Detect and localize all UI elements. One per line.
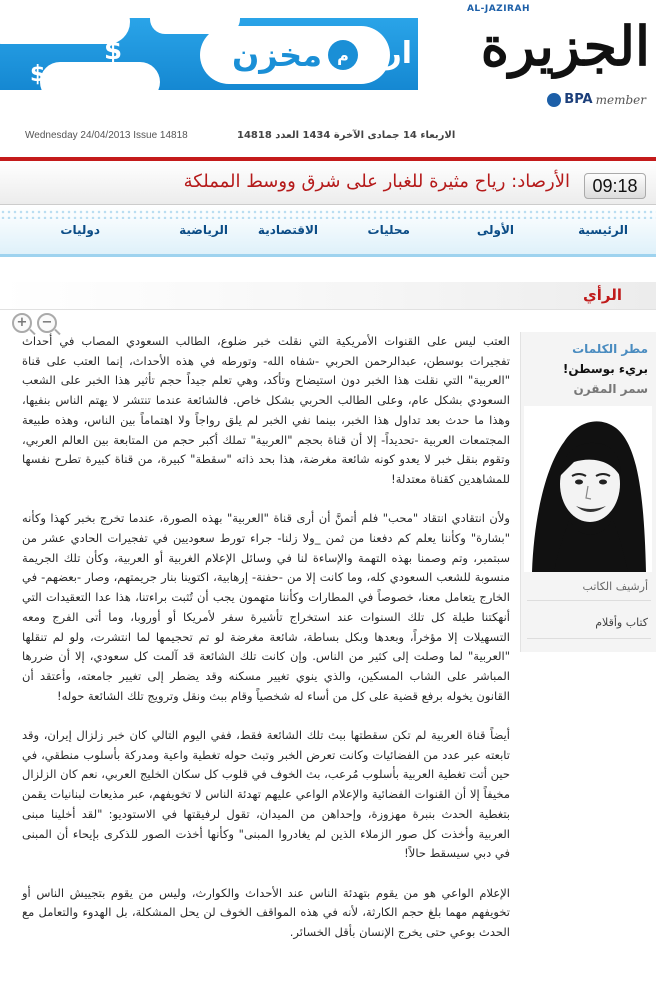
author-sidebar <box>520 332 656 652</box>
author-archive-link[interactable]: أرشيف الكاتب <box>582 580 648 593</box>
ad-brand-text: مخزن <box>231 36 323 74</box>
nav-item-home[interactable]: الرئيسية <box>578 223 628 237</box>
ad-brand-mark-icon: م <box>328 40 358 70</box>
nav-decoration <box>0 209 656 219</box>
dollar-icon: $ <box>30 62 46 87</box>
site-logo[interactable] <box>450 4 650 108</box>
article-body <box>22 332 510 962</box>
date-arabic: الاربعاء 14 جمادى الآخرة 1434 العدد 14818 <box>237 130 456 141</box>
writers-link[interactable]: كتاب وأقلام <box>595 616 648 629</box>
news-ticker <box>0 157 656 205</box>
clock: 09:18 <box>584 173 646 199</box>
banner-ad[interactable] <box>0 18 418 90</box>
section-bar <box>0 282 656 310</box>
bpa-icon <box>547 93 561 107</box>
article-paragraph: أيضاً قناة العربية لم تكن سقطتها ببث تلك الشائعة فقط، ففي اليوم التالي كان خبر زلزال إيران، وقد تابعته عبر عدد من الفضائيات وكانت تعرض الخبر وتبث حوله تغطية واعية ومدركة بأسلوب منطقي، في حين أتت تغطية العربية بأسلوب مُرعب، بث الخوف في قلوب كل سكان الخليج العربي، نعم كان الزلزال مخيفاً إلا أن القنوات الفضائية والإعلام الواعي عليهم تهدئة الناس لا تخويفهم، عبر مذيعات لبنانيات يقمن بتغطية الحدث بنبرة مهزوزة، وإحداهن من الميدان، تقول لرفيقتها في الاستوديو: "لقد أخلينا مبنى العربية وأخذت كل صور الزملاء الذين لم يغادروا المبنى" وكأنها أخذت الصور للذكرى بإيحاء أن المبنى في دبي سيسقط حالاً! <box>22 728 510 861</box>
cloud-shape <box>40 62 160 90</box>
column-name: مطر الكلمات <box>572 342 648 356</box>
article-paragraph: ولأن انتقادي انتقاد "محب" فلم أتمنَّ أن أرى قناة "العربية" بهذه الصورة، عندما تخرج بخبر كهذا وكأنه "بشارة" وكأننا يعلم كم دفعنا من ثمن _ولا زلنا- جراء تورط سعوديين في تفجيرات الحادي عشر من سبتمبر، وتم وصمنا بهذه التهمة والإساءة لنا في وسائل الإعلام الغربية أو العربية، وكأن تلك الجريمة منسوبة للشعب السعودي كله، وما كانت إلا من -حفنة- إرهابية، اكتوينا بنار جريمتهم، وصار -بعضهم- في الخارج يتعامل معنا، خصوصاً في المطارات وكأننا متهمون يجب أن تُثبت براءتنا، هذا عدا التعقيدات التي أنهكتنا طيلة كل تلك السنوات عند استخراج تأشيرة سفر لأمريكا أو أوروبا، وما أتى الفرج ومعه التسهيلات إلا مؤخراً، وبعدها وبكل بساطة، شائعة مغرضة لو تم تحجيمها لما انتشرت، ولو لم تنقلها "العربية" لما وصلت إلى كثير من الناس. وإن كانت تلك الشائعة قد آلمت كل سعودي، إلا أن ضررها المباشر على الشاب المسكين، والذي ينوي تغيير مسكنه وقد يضطر إلى تغيير جامعته، وأعتقد أن القانون يخوله برفع قضية على كل من أساء له شخصياً وقام ببث ونقل وترويج تلك الشائعة حوله! <box>22 511 510 703</box>
nav-item-sports[interactable]: الرياضية <box>179 223 228 237</box>
ad-logo[interactable] <box>200 26 390 84</box>
date-english: Wednesday 24/04/2013 Issue 14818 <box>25 130 188 141</box>
divider <box>527 638 651 639</box>
logo-arabic: الجزيرة <box>480 14 650 78</box>
nav-item-international[interactable]: دوليات <box>60 223 100 237</box>
logo-latin: AL-JAZIRAH <box>466 4 530 14</box>
ad-edge-text: ار <box>384 36 412 71</box>
bpa-badge <box>547 92 646 107</box>
bpa-label: BPA <box>564 92 593 107</box>
nav-item-economy[interactable]: الاقتصادية <box>257 223 318 237</box>
dollar-icon: $ <box>104 36 123 66</box>
nav-item-local[interactable]: محليات <box>367 223 410 237</box>
nav-item-front[interactable]: الأولى <box>476 223 514 237</box>
ticker-headline[interactable]: الأرصاد: رياح مثيرة للغبار على شرق ووسط المملكة <box>183 171 570 192</box>
author-portrait-icon <box>524 406 652 572</box>
article-paragraph: الإعلام الواعي هو من يقوم بتهدئة الناس عند الأحداث والكوارث، وليس من يقوم بتجييش الناس أو تخويفهم مهما بلغ حجم الكارثة، لأنه في هذه المواقف الخوف لن يحل المشكلة، بل الهدوء والتعامل مع الحدث بوعي حتى يخرج الإنسان بأقل الخسائر. <box>22 885 510 940</box>
main-nav <box>0 205 656 257</box>
article-title: بريء بوسطن! <box>562 362 648 376</box>
divider <box>527 600 651 601</box>
author-name[interactable]: سمر المقرن <box>573 382 648 396</box>
date-bar <box>0 128 656 148</box>
bpa-member-label: member <box>595 92 646 107</box>
zoom-in-icon[interactable]: + <box>12 313 32 333</box>
author-photo <box>524 406 652 572</box>
zoom-out-icon[interactable]: − <box>37 313 57 333</box>
article-paragraph: العتب ليس على القنوات الأمريكية التي نقلت خبر ضلوع، الطالب السعودي المصاب في أحداث تفجيرات بوسطن، عبدالرحمن الحربي -شفاه الله- وتورطه في هذه الأحداث، إنما العتب على قناة "العربية" التي نقلت هذا الخبر دون استيضاح وتأكد، وهي تعلم جيداً حجم تأثير هذا الخبر على الشعب السعودي بشكل عام، وعلى الطالب الحربي بشكل خاص. فالشائعة عندما تنتشر لا يهتم الناس بنفيها، وهذا ما حدث بعد تداول هذا الخبر، بينما نفي الخبر لم يلق رواجاً ولا اهتماماً بين الناس، وهذه طبيعة المجتمعات العربية -تحديداً- إلا أن قناة بحجم "العربية" تملك أكبر حجم من المتابعة بين العالم العربي، وتقوم بنقل خبر لا يعدو كونه شائعة مغرضة، هذا بحد ذاته "سقطة" كبيرة، من قناة كبيرة تطرح نفسها للمشاهدين كقناة معتدلة! <box>22 334 510 486</box>
section-title[interactable]: الرأي <box>583 286 622 304</box>
